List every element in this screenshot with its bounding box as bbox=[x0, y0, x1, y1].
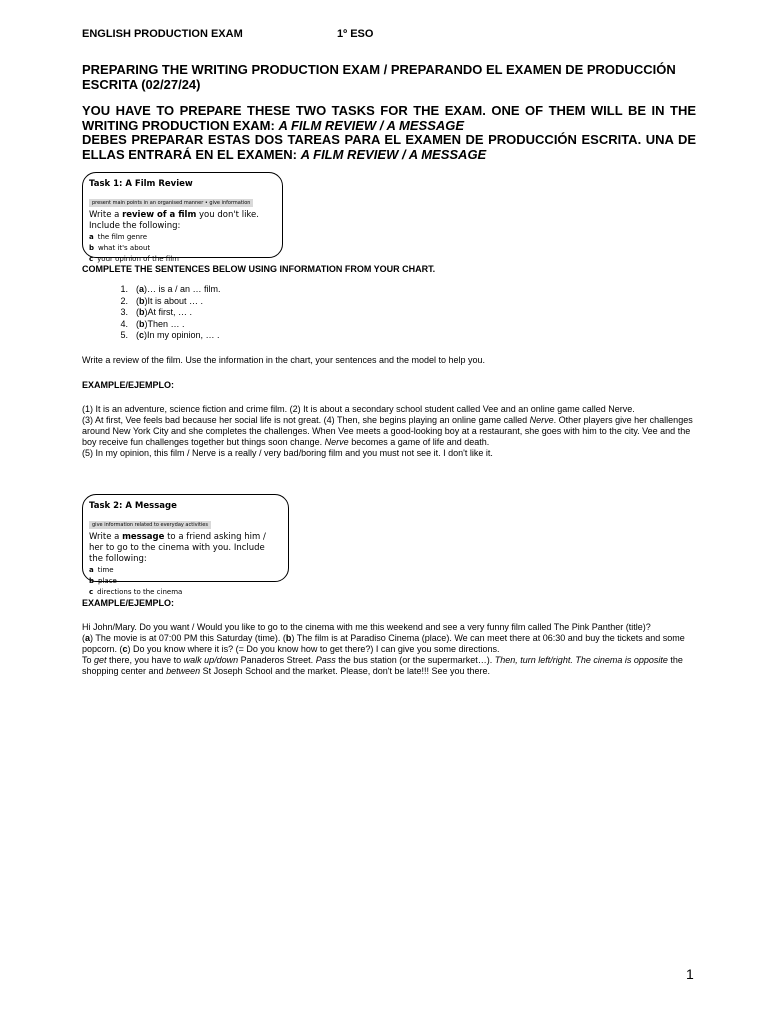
example2-span: To bbox=[82, 655, 95, 665]
example1-paragraph: (5) In my opinion, this film / Nerve is a really / very bad/boring film and you must not see it. I don't like it. bbox=[82, 448, 493, 458]
example2-span: the shopping center and bbox=[82, 655, 683, 676]
task2-item bbox=[89, 576, 280, 587]
task1-tag: present main points in an organised manner • give information bbox=[89, 199, 253, 207]
example2-span: ) Do you know where it is? (= Do you know how to get there?) I can give you some directions. bbox=[127, 644, 500, 654]
task2-item bbox=[89, 565, 280, 576]
sentence-list bbox=[102, 284, 221, 342]
page-number: 1 bbox=[686, 966, 694, 982]
intro-english-emphasis: A FILM REVIEW / A MESSAGE bbox=[278, 117, 465, 133]
task1-title: Task 1: A Film Review bbox=[89, 179, 193, 189]
task1-item-text: your opinion of the film bbox=[97, 255, 179, 263]
intro-block bbox=[82, 104, 696, 162]
task1-item-text: what it's about bbox=[98, 244, 151, 252]
example1-paragraph: (1) It is an adventure, science fiction and crime film. (2) It is about a secondary school student called Vee and an online game called Nerve. bbox=[82, 404, 635, 414]
task1-item-text: the film genre bbox=[97, 233, 148, 241]
example2-span: ) The movie is at 07:00 PM this Saturday (time). ( bbox=[90, 633, 286, 643]
task1-item bbox=[89, 232, 274, 243]
task2-item-text: time bbox=[97, 566, 114, 574]
task1-instr-pre: Write a bbox=[89, 210, 123, 220]
example2-span: St Joseph School and the market. Please, don't be late!!! See you there. bbox=[200, 666, 491, 676]
example2-span: ) The film is at Paradiso Cinema (place). We can meet there at 06:30 and buy the tickets and some popcorn. ( bbox=[82, 633, 685, 654]
task2-instr-bold: message bbox=[122, 532, 165, 542]
task1-item-letter: c bbox=[89, 255, 94, 263]
sentence-letter: a bbox=[139, 284, 145, 294]
example1-span: . Other players give her challenges around New York City and she completes the challenges. When Vee meets a good-looking boy at a restaurant, she goes with him to the city. Vee and the boy receive fun challenges together but things soon change. bbox=[82, 415, 693, 447]
sentence-text: Then … . bbox=[147, 318, 185, 329]
example2-italic: between bbox=[166, 666, 201, 676]
task2-instruction bbox=[89, 532, 280, 565]
example-label-2: EXAMPLE/EJEMPLO: bbox=[82, 598, 175, 608]
sentence-item: 5. (c)In my opinion, … . bbox=[102, 330, 221, 342]
task2-instr-pre: Write a bbox=[89, 532, 123, 542]
intro-spanish-emphasis: A FILM REVIEW / A MESSAGE bbox=[300, 146, 487, 162]
review-instruction: Write a review of the film. Use the information in the chart, your sentences and the model to help you. bbox=[82, 355, 486, 365]
example1-paragraph bbox=[82, 415, 696, 448]
exam-title: ENGLISH PRODUCTION EXAM bbox=[82, 28, 243, 40]
example2-italic: walk up/down bbox=[183, 655, 239, 665]
sentence-text: At first, … . bbox=[147, 307, 193, 317]
example1-text bbox=[82, 404, 696, 459]
task2-tag: give information related to everyday activities bbox=[89, 521, 211, 529]
example-label-1: EXAMPLE/EJEMPLO: bbox=[82, 380, 175, 390]
example2-text bbox=[82, 622, 696, 677]
sentence-item: 4. (b)Then … . bbox=[102, 319, 221, 331]
task1-item-letter: a bbox=[89, 233, 94, 241]
task1-item-letter: b bbox=[89, 244, 95, 252]
task1-box bbox=[82, 172, 283, 263]
example1-span: (3) At first, Vee feels bad because her social life is not great. (4) Then, she begins playing an online game called bbox=[82, 415, 530, 425]
example2-bold: c bbox=[122, 644, 128, 654]
example2-bold: b bbox=[285, 633, 292, 643]
example1-span: becomes a game of life and death. bbox=[348, 437, 490, 447]
task1-instruction bbox=[89, 210, 274, 232]
task2-item-letter: c bbox=[89, 588, 94, 596]
sentence-number: 1. bbox=[120, 284, 128, 294]
document-header bbox=[82, 28, 374, 40]
example2-italic: get bbox=[94, 655, 107, 665]
sentence-letter: c bbox=[139, 330, 145, 340]
sentence-text: … is a / an … film. bbox=[147, 284, 221, 294]
example2-italic: Pass bbox=[315, 655, 336, 665]
example1-italic: Nerve bbox=[529, 415, 554, 425]
task2-title: Task 2: A Message bbox=[89, 501, 177, 511]
example2-bold: a bbox=[85, 633, 91, 643]
grade-label: 1º ESO bbox=[337, 28, 374, 40]
example2-italic: Then, turn left/right. The cinema is opposite bbox=[494, 655, 668, 665]
task2-box bbox=[82, 494, 289, 596]
task2-item-letter: b bbox=[89, 577, 95, 585]
main-heading: PREPARING THE WRITING PRODUCTION EXAM / PREPARANDO EL EXAMEN DE PRODUCCIÓN ESCRITA (02/27/24) bbox=[82, 62, 676, 92]
task2-item-text: directions to the cinema bbox=[97, 588, 183, 596]
sentence-text: It is about … . bbox=[147, 295, 204, 306]
task1-instr-bold: review of a film bbox=[122, 210, 197, 220]
task2-item-text: place bbox=[98, 577, 117, 585]
example2-line bbox=[82, 633, 696, 655]
intro-english: YOU HAVE TO PREPARE THESE TWO TASKS FOR THE EXAM. ONE OF THEM WILL BE IN THE WRITING PRODUCTION EXAM: bbox=[82, 103, 696, 133]
intro-spanish: DEBES PREPARAR ESTAS DOS TAREAS PARA EL EXAMEN DE PRODUCCIÓN ESCRITA. UNA DE ELLAS ENTRARÁ EN EL EXAMEN: bbox=[82, 132, 696, 162]
task1-item bbox=[89, 243, 274, 254]
example2-span: the bus station (or the supermarket…). bbox=[335, 655, 495, 665]
sentence-item: 1. (a)… is a / an … film. bbox=[102, 284, 221, 296]
sentence-number: 3. bbox=[120, 307, 128, 317]
task2-instr-post: to a friend asking him / her to go to the cinema with you. Include the following: bbox=[89, 532, 266, 564]
example2-line bbox=[82, 655, 696, 677]
example2-span: ( bbox=[82, 633, 85, 643]
sentence-number: 4. bbox=[120, 318, 128, 329]
example1-italic: Nerve bbox=[324, 437, 349, 447]
task2-item-letter: a bbox=[89, 566, 94, 574]
sentence-number: 2. bbox=[120, 295, 128, 306]
sentence-letter: b bbox=[139, 307, 145, 317]
example2-span: there, you have to bbox=[106, 655, 184, 665]
sentence-letter: b bbox=[139, 318, 145, 329]
example2-span: Panaderos Street. bbox=[238, 655, 316, 665]
sentence-item: 2. (b)It is about … . bbox=[102, 296, 221, 308]
example2-line: Hi John/Mary. Do you want / Would you like to go to the cinema with me this weekend and see a very funny film called The Pink Panther (title)? bbox=[82, 622, 651, 632]
sentence-number: 5. bbox=[120, 330, 128, 340]
complete-sentences-label: COMPLETE THE SENTENCES BELOW USING INFORMATION FROM YOUR CHART. bbox=[82, 264, 436, 274]
sentence-text: In my opinion, … . bbox=[147, 330, 220, 340]
sentence-letter: b bbox=[139, 295, 145, 306]
sentence-item: 3. (b)At first, … . bbox=[102, 307, 221, 319]
task1-instr-post: you don't like. Include the following: bbox=[89, 210, 259, 231]
task2-item bbox=[89, 587, 280, 598]
